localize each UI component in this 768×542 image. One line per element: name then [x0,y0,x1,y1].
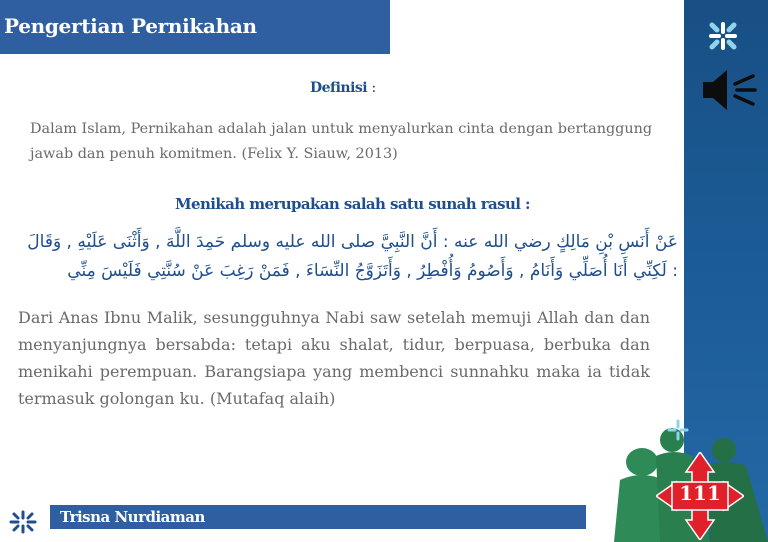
arabic-hadith: عَنْ أَنَسِ بْنِ مَالِكٍ رضي الله عنه : أَنَّ النَّبِيَّ صلى الله عليه وسلم حَمِدَ اللَّهَ , وَأَثْنَى عَلَيْهِ , وَقَالَ : لَكِنِّي أَنَا أُصَلِّي وَأَنَامُ , وَأَصُومُ وَأُفْطِرُ , وَأَتَزَوَّجُ النِّسَاءَ , فَمَنْ رَغِبَ عَنْ سُنَّتِي فَلَيْسَ مِنِّي [27,232,678,281]
definisi-heading [310,80,376,96]
definition-text: Dalam Islam, Pernikahan adalah jalan untuk menyalurkan cinta dengan bertanggung jawab dan penuh komitmen. (Felix Y. Siauw, 2013) [30,121,653,162]
asterisk-star-icon [8,509,38,535]
footer-bar [50,505,586,529]
asterisk-star-icon [703,16,743,56]
speaker-icon[interactable] [699,62,759,118]
hadith-translation: Dari Anas Ibnu Malik, sesungguhnya Nabi saw setelah memuji Allah dan dan menyanjungnya bersabda: tetapi aku shalat, tidur, berpuasa, berbuka dan menikahi perempuan. Barangsiapa yang membenci sunnahku maka ia tidak termasuk golongan ku. (Mutafaq alaih) [18,308,650,408]
sunah-subheading: Menikah merupakan salah satu sunah rasul : [175,195,530,213]
definisi-colon: : [367,80,377,96]
definisi-label: Definisi [310,80,368,96]
title-bar [0,0,390,54]
slide-title: Pengertian Pernikahan [4,14,257,38]
author-name: Trisna Nurdiaman [60,508,205,526]
asterisk-star-icon [666,418,690,442]
page-number: 111 [679,481,721,505]
